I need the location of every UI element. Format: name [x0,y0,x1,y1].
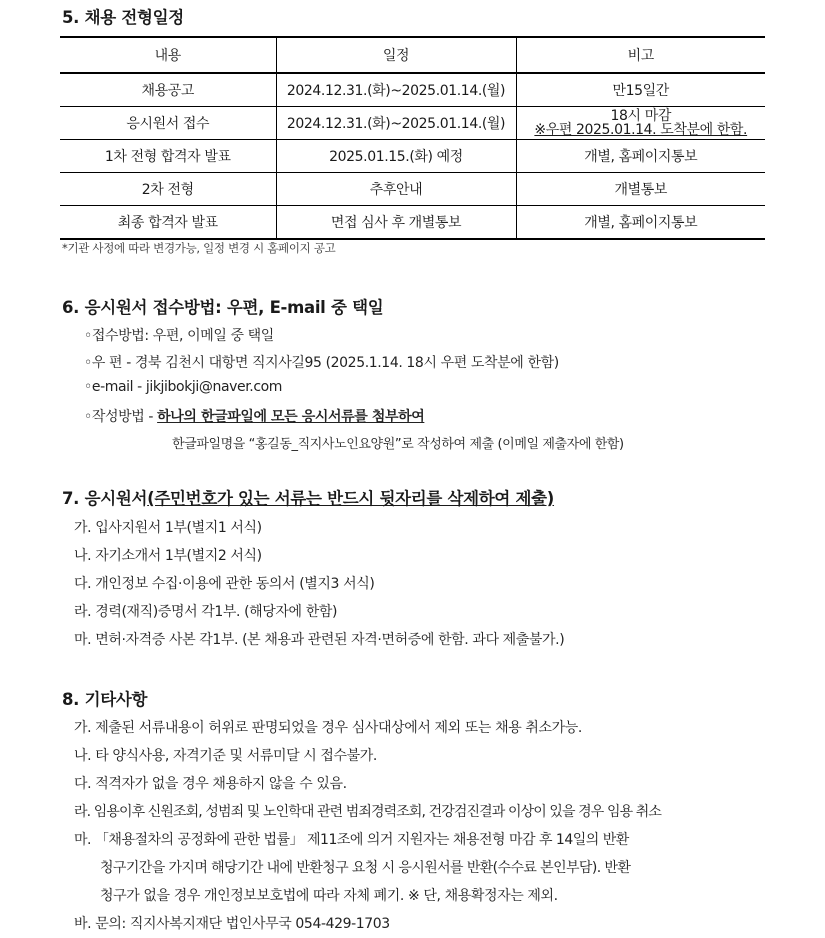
cell-schedule: 2025.01.15.(화) 예정 [276,140,516,173]
list-item: 바. 문의: 직지사복지재단 법인사무국 054-429-1703 [74,916,390,932]
cell-content: 최종 합격자 발표 [60,206,276,240]
list-item: 나. 자기소개서 1부(별지2 서식) [74,548,262,564]
list-item: 마. 면허·자격증 사본 각1부. (본 채용과 관련된 자격·면허증에 한함. 과다 제출불가.) [74,632,565,648]
list-item: ◦우 편 - 경북 김천시 대항면 직지사길95 (2025.1.14. 18시 우편 도착분에 한함) [84,355,559,371]
method-prefix: ◦작성방법 - [84,409,158,425]
schedule-note: *기관 사정에 따라 변경가능, 일정 변경 시 홈페이지 공고 [62,241,336,255]
section7-title: 7. 응시원서 [62,489,148,508]
column-header: 일정 [276,37,516,73]
table-row [60,73,765,107]
list-item: 가. 입사지원서 1부(별지1 서식) [74,520,262,536]
section7-warning: (주민번호가 있는 서류는 반드시 뒷자리를 삭제하여 제출) [147,489,555,508]
list-item: ◦e-mail - jikjibokji@naver.com [84,379,283,395]
list-item [84,406,424,426]
cell-remark: 개별, 홈페이지통보 [516,140,765,173]
method-emphasis: 하나의 한글파일에 모든 응시서류를 첨부하여 [157,409,425,425]
remark-line: ※우편 2025.01.14. 도착분에 한함. [534,122,748,138]
section7-heading [62,485,554,509]
table-row [60,107,765,140]
cell-remark: 만15일간 [516,73,765,107]
list-item: 다. 적격자가 없을 경우 채용하지 않을 수 있음. [74,776,347,792]
section6-heading: 6. 응시원서 접수방법: 우편, E-mail 중 택일 [62,298,384,317]
cell-content: 1차 전형 합격자 발표 [60,140,276,173]
cell-schedule: 2024.12.31.(화)~2025.01.14.(월) [276,107,516,140]
section8-heading: 8. 기타사항 [62,690,148,709]
cell-remark: 개별, 홈페이지통보 [516,206,765,240]
remark-line: 18시 마감 [610,108,671,124]
cell-content: 2차 전형 [60,173,276,206]
table-row [60,206,765,240]
column-header: 내용 [60,37,276,73]
schedule-table [60,36,765,240]
list-item: 라. 경력(재직)증명서 각1부. (해당자에 한함) [74,604,338,620]
list-item: ◦접수방법: 우편, 이메일 중 택일 [84,328,274,344]
table-header-row [60,37,765,73]
table-row [60,173,765,206]
list-item: 라. 임용이후 신원조회, 성범죄 및 노인학대 관련 범죄경력조회, 건강검진결과 이상이 있을 경우 임용 취소 [74,804,662,820]
section5-heading: 5. 채용 전형일정 [62,8,184,27]
cell-content: 채용공고 [60,73,276,107]
cell-remark: 개별통보 [516,173,765,206]
list-item: 가. 제출된 서류내용이 허위로 판명되었을 경우 심사대상에서 제외 또는 채용 취소가능. [74,720,582,736]
column-header: 비고 [516,37,765,73]
table-row [60,140,765,173]
list-item: 마. 「채용절차의 공정화에 관한 법률」 제11조에 의거 지원자는 채용전형 마감 후 14일의 반환 [74,832,629,848]
cell-schedule: 추후안내 [276,173,516,206]
cell-content: 응시원서 접수 [60,107,276,140]
cell-schedule: 면접 심사 후 개별통보 [276,206,516,240]
list-item-continued: 청구기간을 가지며 해당기간 내에 반환청구 요청 시 응시원서를 반환(수수료 본인부담). 반환 [100,860,631,876]
cell-remark [516,107,765,140]
cell-schedule: 2024.12.31.(화)~2025.01.14.(월) [276,73,516,107]
list-item-continued: 청구가 없을 경우 개인정보보호법에 따라 자체 폐기. ※ 단, 채용확정자는 제외. [100,888,558,904]
list-item: 나. 타 양식사용, 자격기준 및 서류미달 시 접수불가. [74,748,377,764]
list-item: 다. 개인정보 수집·이용에 관한 동의서 (별지3 서식) [74,576,375,592]
method-detail: 한글파일명을 “홍길동_직지사노인요양원”로 작성하여 제출 (이메일 제출자에 한함) [172,437,624,452]
